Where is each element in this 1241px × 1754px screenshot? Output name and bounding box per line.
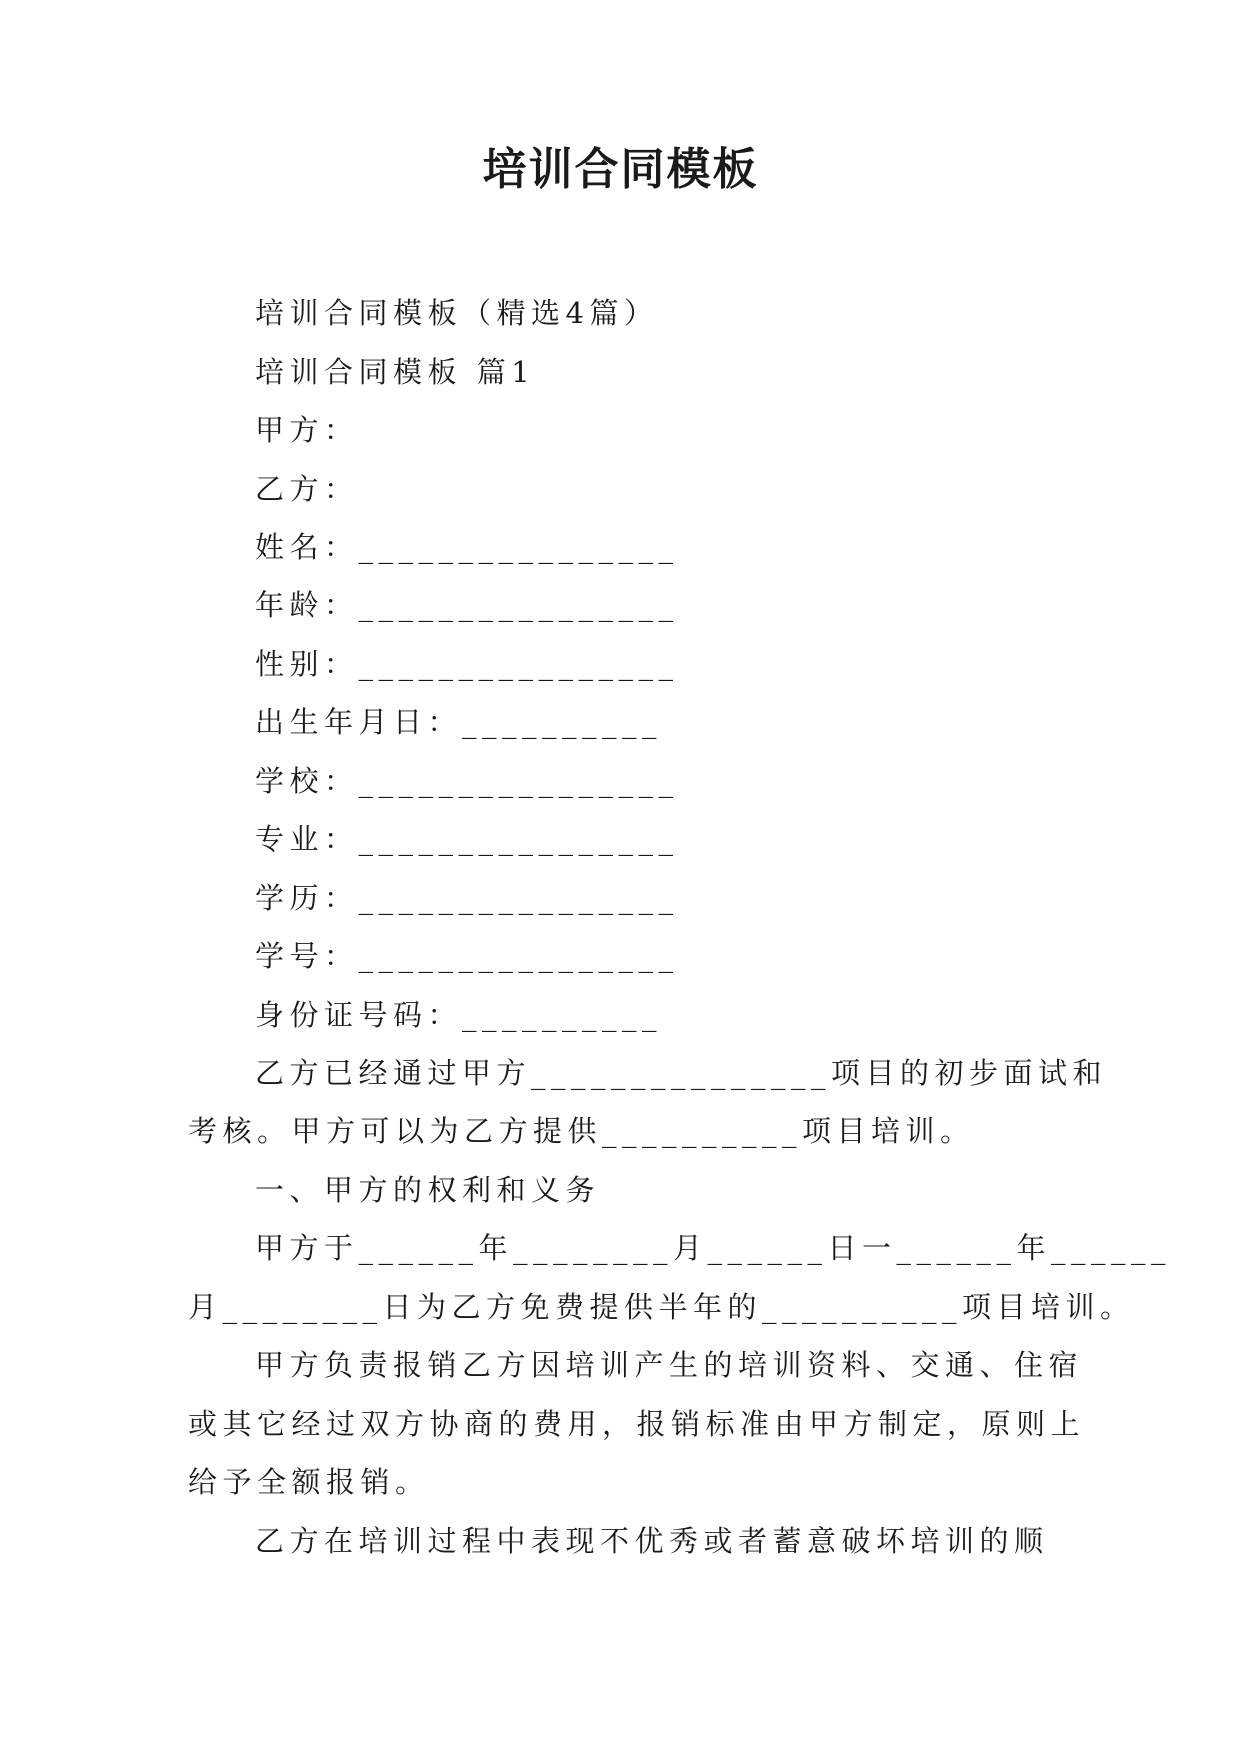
student-id-field: 学号：________________ [255,939,679,973]
major-field: 专业：________________ [255,822,679,856]
subtitle-line: 培训合同模板（精选4篇） [255,296,659,330]
paragraph-line: 甲方于______年________月______日一______年______ [255,1231,1172,1265]
paragraph-line: 乙方在培训过程中表现不优秀或者蓄意破坏培训的顺 [255,1524,1049,1558]
gender-field: 性别：________________ [255,647,679,681]
paragraph-line: 给予全额报销。 [188,1465,430,1499]
paragraph-line: 或其它经过双方协商的费用，报销标准由甲方制定，原则上 [188,1407,1086,1441]
school-field: 学校：________________ [255,764,679,798]
paragraph-line: 甲方负责报销乙方因培训产生的培训资料、交通、住宿 [255,1348,1084,1382]
clause-heading: 一、甲方的权利和义务 [255,1173,601,1207]
paragraph-line: 乙方已经通过甲方_______________项目的初步面试和 [255,1056,1108,1090]
age-field: 年龄：________________ [255,588,679,622]
paragraph-line: 考核。甲方可以为乙方提供__________项目培训。 [188,1114,975,1148]
id-number-field: 身份证号码：__________ [255,998,663,1032]
birthdate-field: 出生年月日：__________ [255,705,663,739]
party-a-field: 甲方： [255,413,359,447]
section-heading: 培训合同模板 篇1 [255,355,536,389]
document-title: 培训合同模板 [482,144,759,195]
party-b-field: 乙方： [255,472,359,506]
education-field: 学历：________________ [255,881,679,915]
name-field: 姓名：________________ [255,530,679,564]
paragraph-line: 月________日为乙方免费提供半年的__________项目培训。 [188,1290,1135,1324]
